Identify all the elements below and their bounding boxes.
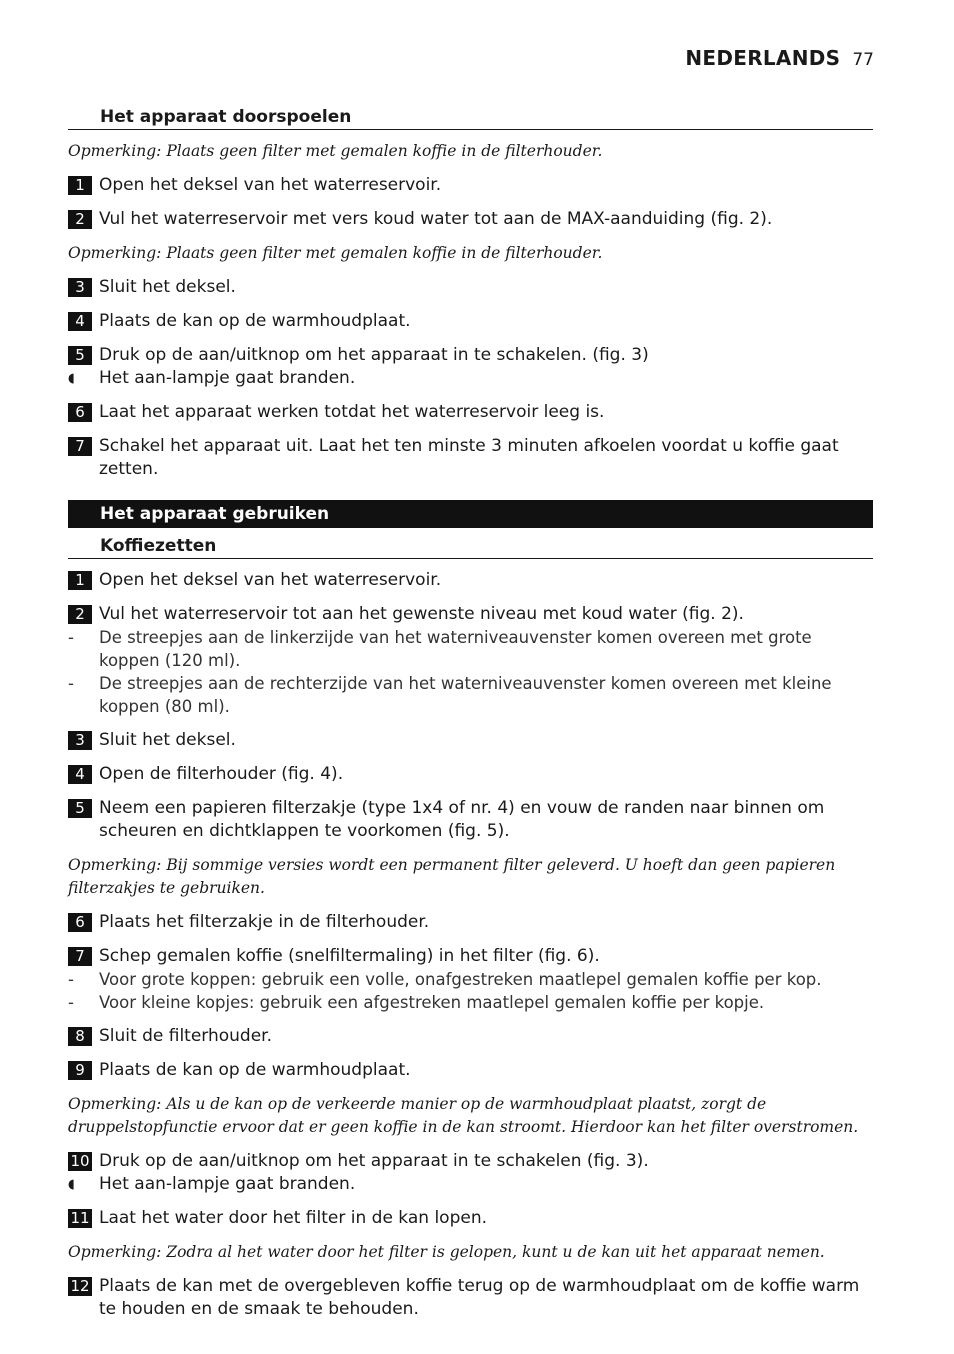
step-text: Plaats de kan op de warmhoudplaat. bbox=[99, 1060, 411, 1080]
step bbox=[68, 401, 873, 424]
section-title-doorspoelen: Het apparaat doorspoelen bbox=[68, 106, 873, 130]
step bbox=[68, 945, 873, 968]
step-number: 9 bbox=[68, 1061, 92, 1080]
dash-marker: - bbox=[68, 674, 74, 693]
dash-marker: - bbox=[68, 993, 74, 1012]
result-text: Het aan-lampje gaat branden. bbox=[99, 1174, 356, 1194]
step-number: 5 bbox=[68, 346, 92, 365]
step-number: 2 bbox=[68, 210, 92, 229]
bullet-text: De streepjes aan de linkerzijde van het waterniveauvenster komen overeen met grote koppen (120 ml). bbox=[99, 628, 812, 670]
step-text: Schakel het apparaat uit. Laat het ten minste 3 minuten afkoelen voordat u koffie gaat zetten. bbox=[99, 436, 839, 479]
bullet-text: De streepjes aan de rechterzijde van het waterniveauvenster komen overeen met kleine koppen (80 ml). bbox=[99, 674, 832, 716]
page-header bbox=[685, 46, 874, 70]
note: Opmerking: Bij sommige versies wordt een permanent filter geleverd. U hoeft dan geen papieren filterzakjes te gebruiken. bbox=[68, 856, 836, 897]
section-title-gebruiken: Het apparaat gebruiken bbox=[68, 500, 873, 528]
step bbox=[68, 208, 873, 231]
dash-marker: - bbox=[68, 970, 74, 989]
page-number: 77 bbox=[852, 50, 874, 70]
page-content bbox=[68, 106, 873, 1321]
step-text: Druk op de aan/uitknop om het apparaat in te schakelen (fig. 3). bbox=[99, 1151, 649, 1171]
result-arrow-icon: ◖ bbox=[68, 371, 75, 386]
step bbox=[68, 911, 873, 934]
step bbox=[68, 569, 873, 592]
step-number: 10 bbox=[68, 1152, 92, 1171]
step-result bbox=[68, 367, 873, 390]
step-text: Vul het waterreservoir met vers koud water tot aan de MAX-aanduiding (fig. 2). bbox=[99, 209, 773, 229]
step-text: Plaats de kan met de overgebleven koffie terug op de warmhoudplaat om de koffie warm te houden en de smaak te behouden. bbox=[99, 1276, 860, 1319]
step-number: 7 bbox=[68, 437, 92, 456]
step-text: Schep gemalen koffie (snelfiltermaling) in het filter (fig. 6). bbox=[99, 946, 600, 966]
step bbox=[68, 797, 873, 843]
bullet-item bbox=[68, 672, 873, 718]
step bbox=[68, 603, 873, 626]
note: Opmerking: Plaats geen filter met gemalen koffie in de filterhouder. bbox=[68, 142, 603, 160]
result-text: Het aan-lampje gaat branden. bbox=[99, 368, 356, 388]
step bbox=[68, 1150, 873, 1173]
step bbox=[68, 310, 873, 333]
step-text: Plaats de kan op de warmhoudplaat. bbox=[99, 311, 411, 331]
subsection-title-koffiezetten: Koffiezetten bbox=[68, 535, 873, 559]
step-text: Vul het waterreservoir tot aan het gewenste niveau met koud water (fig. 2). bbox=[99, 604, 744, 624]
language-label: NEDERLANDS bbox=[685, 46, 841, 70]
bullet-text: Voor grote koppen: gebruik een volle, onafgestreken maatlepel gemalen koffie per kop. bbox=[99, 970, 822, 989]
step-text: Sluit de filterhouder. bbox=[99, 1026, 273, 1046]
step bbox=[68, 763, 873, 786]
step-number: 4 bbox=[68, 312, 92, 331]
step-number: 8 bbox=[68, 1027, 92, 1046]
step-text: Open het deksel van het waterreservoir. bbox=[99, 175, 442, 195]
step-text: Druk op de aan/uitknop om het apparaat in te schakelen. (fig. 3) bbox=[99, 345, 649, 365]
step bbox=[68, 435, 873, 481]
step-text: Neem een papieren filterzakje (type 1x4 of nr. 4) en vouw de randen naar binnen om scheuren en dichtklappen te voorkomen (fig. 5). bbox=[99, 798, 825, 841]
step-number: 3 bbox=[68, 278, 92, 297]
bullet-item bbox=[68, 626, 873, 672]
step-result bbox=[68, 1173, 873, 1196]
step-text: Laat het water door het filter in de kan lopen. bbox=[99, 1208, 488, 1228]
step bbox=[68, 344, 873, 367]
step bbox=[68, 174, 873, 197]
step bbox=[68, 1207, 873, 1230]
note: Opmerking: Plaats geen filter met gemalen koffie in de filterhouder. bbox=[68, 244, 603, 262]
step bbox=[68, 1025, 873, 1048]
step bbox=[68, 1059, 873, 1082]
step-text: Sluit het deksel. bbox=[99, 277, 236, 297]
dash-marker: - bbox=[68, 628, 74, 647]
step-number: 3 bbox=[68, 731, 92, 750]
step-number: 7 bbox=[68, 947, 92, 966]
step-number: 11 bbox=[68, 1209, 92, 1228]
step bbox=[68, 1275, 873, 1321]
note: Opmerking: Zodra al het water door het filter is gelopen, kunt u de kan uit het apparaat nemen. bbox=[68, 1243, 825, 1261]
result-arrow-icon: ◖ bbox=[68, 1177, 75, 1192]
step-text: Open de filterhouder (fig. 4). bbox=[99, 764, 344, 784]
step bbox=[68, 276, 873, 299]
step-text: Open het deksel van het waterreservoir. bbox=[99, 570, 442, 590]
step bbox=[68, 729, 873, 752]
step-number: 1 bbox=[68, 571, 92, 590]
bullet-item bbox=[68, 991, 873, 1014]
bullet-item bbox=[68, 968, 873, 991]
step-number: 12 bbox=[68, 1277, 92, 1296]
bullet-text: Voor kleine kopjes: gebruik een afgestreken maatlepel gemalen koffie per kopje. bbox=[99, 993, 765, 1012]
step-text: Plaats het filterzakje in de filterhouder. bbox=[99, 912, 430, 932]
note: Opmerking: Als u de kan op de verkeerde manier op de warmhoudplaat plaatst, zorgt de druppelstopfunctie ervoor dat er geen koffie in de kan stroomt. Hierdoor kan het filter overstromen. bbox=[68, 1095, 859, 1136]
step-number: 1 bbox=[68, 176, 92, 195]
step-number: 2 bbox=[68, 605, 92, 624]
step-number: 4 bbox=[68, 765, 92, 784]
step-number: 5 bbox=[68, 799, 92, 818]
step-text: Laat het apparaat werken totdat het waterreservoir leeg is. bbox=[99, 402, 605, 422]
step-text: Sluit het deksel. bbox=[99, 730, 236, 750]
step-number: 6 bbox=[68, 403, 92, 422]
step-number: 6 bbox=[68, 913, 92, 932]
